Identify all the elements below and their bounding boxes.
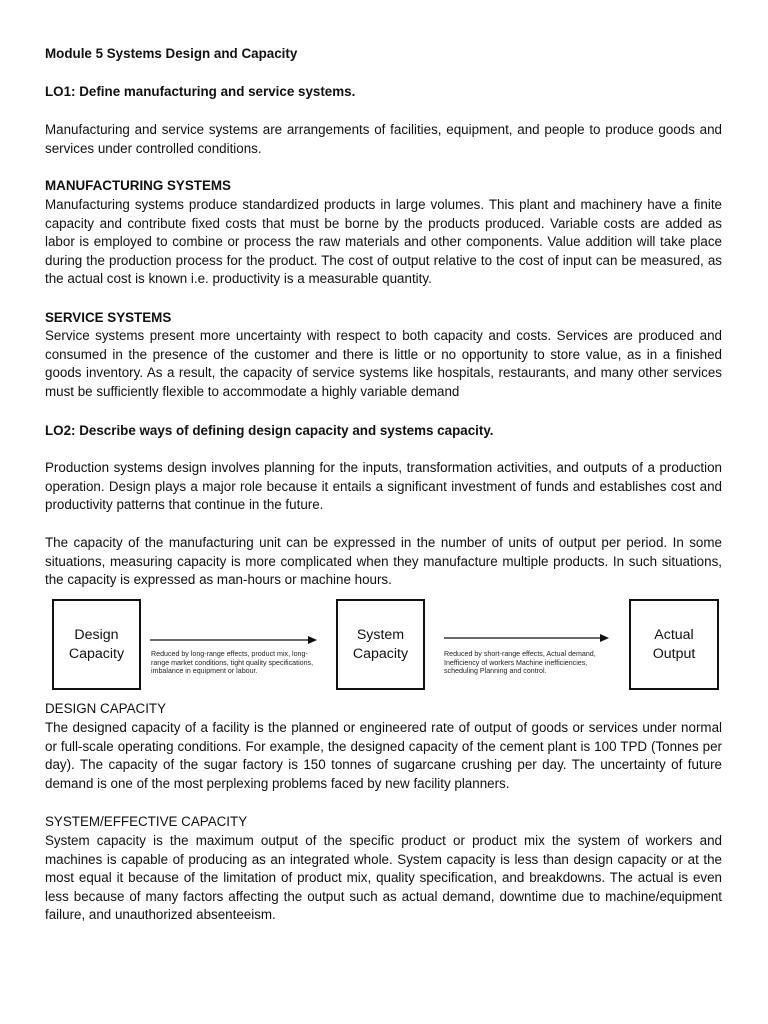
design-capacity-line-1: Design [74,626,119,643]
manufacturing-heading: MANUFACTURING SYSTEMS [45,178,231,193]
actual-output-line-2: Output [652,645,696,662]
system-capacity-line-1: System [356,626,405,643]
design-capacity-line-2: Capacity [68,645,125,662]
system-to-actual-note: Reduced by short-range effects, Actual demand, Inefficiency of workers Machine inefficiencies, scheduling Planning and control. [444,650,596,676]
design-capacity-box [52,599,141,690]
lo2-paragraph-2: The capacity of the manufacturing unit can be expressed in the number of units of output per period. In some situations, measuring capacity is more complicated when they manufacture multiple products. In such situations, the capacity is expressed as man-hours or machine hours. [45,535,722,588]
arrow-to-system-capacity [150,634,320,646]
service-heading: SERVICE SYSTEMS [45,310,172,325]
lo1-heading: LO1: Define manufacturing and service systems. [45,84,356,99]
design-to-system-note: Reduced by long-range effects, product mix, long-range market conditions, tight quality specifications, imbalance in equipment or labour. [151,650,314,676]
system-capacity-heading: SYSTEM/EFFECTIVE CAPACITY [45,814,248,829]
lo2-heading: LO2: Describe ways of defining design capacity and systems capacity. [45,423,494,438]
arrow-to-actual-output [444,632,614,644]
manufacturing-body: Manufacturing systems produce standardized products in large volumes. This plant and machinery have a finite capacity and contribute fixed costs that must be borne by the products produced. Variable costs are added as labor is employed to combine or process the raw materials and other components. Value addition will take place during the production process for the product. The cost of output relative to the cost of input can be measured, as the actual cost is known i.e. productivity is a measurable quantity. [45,197,722,287]
design-capacity-body: The designed capacity of a facility is the planned or engineered rate of output of goods or services under normal or full-scale operating conditions. For example, the designed capacity of the cement plant is 100 TPD (Tonnes per day). The capacity of the sugar factory is 150 tonnes of sugarcane crushing per day. The uncertainty of future demand is one of the most perplexing problems faced by new facility planners. [45,720,722,791]
lo2-paragraph-1: Production systems design involves planning for the inputs, transformation activities, and outputs of a production operation. Design plays a major role because it entails a significant investment of funds and establishes cost and productivity patterns that continue in the future. [45,460,722,513]
system-capacity-line-2: Capacity [352,645,409,662]
system-capacity-box [336,599,425,690]
actual-output-box [629,599,719,690]
actual-output-line-1: Actual [654,626,694,643]
service-body: Service systems present more uncertainty with respect to both capacity and costs. Services are produced and consumed in the presence of the customer and there is little or no opportunity to store value, as in a finished goods inventory. As a result, the capacity of service systems like hospitals, restaurants, and many other services must be sufficiently flexible to accommodate a highly variable demand [45,328,722,399]
system-capacity-body: System capacity is the maximum output of the specific product or product mix the system of workers and machines is capable of producing as an integrated whole. System capacity is less than design capacity or at the most equal it because of the limitation of product mix, quality specification, and breakdowns. The actual is even less because of many factors affecting the output such as actual demand, downtime due to machine/equipment failure, and unauthorized absenteeism. [45,833,722,923]
lo1-intro: Manufacturing and service systems are arrangements of facilities, equipment, and people to produce goods and services under controlled conditions. [45,122,722,156]
document-title: Module 5 Systems Design and Capacity [45,46,298,61]
design-capacity-heading: DESIGN CAPACITY [45,701,167,716]
